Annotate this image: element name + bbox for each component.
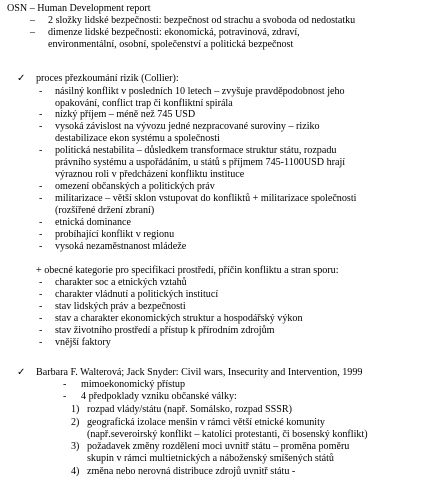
bullet-dash: - (39, 337, 43, 348)
category-item-5: stav životního prostředí a přístup k přírodním zdrojům (55, 325, 275, 336)
checkmark-icon: ✓ (17, 367, 26, 378)
bullet-dash: - (39, 86, 43, 97)
collier-bullet-7: etnická dominance (55, 217, 131, 228)
bullet-dash: - (39, 241, 43, 252)
category-item-1: charakter soc a etnických vztahů (55, 277, 187, 288)
collier-bullet-6-cont: (rozšířené držení zbraní) (55, 205, 155, 216)
osn-item-1: 2 složky lidské bezpečnosti: bezpečnost od strachu a svoboda od nedostatku (48, 15, 356, 26)
dash-marker: – (30, 27, 36, 38)
category-item-4: stav a charakter ekonomických struktur a hospodářský výkon (55, 313, 303, 324)
osn-item-2: dimenze lidské bezpečnosti: ekonomická, potravinová, zdraví, (48, 27, 300, 38)
bullet-dash: - (39, 217, 43, 228)
bullet-dash: - (39, 301, 43, 312)
category-item-6: vnější faktory (55, 337, 111, 348)
collier-bullet-4-cont: výraznou roli v předcházení konfliktu instituce (55, 169, 245, 180)
bullet-dash: - (39, 109, 43, 120)
collier-bullet-5: omezení občanských a politických práv (55, 181, 215, 192)
bullet-dash: - (39, 193, 43, 204)
walter-sub-1: mimoekonomický přístup (81, 379, 186, 390)
collier-bullet-3-cont: destabilizace ekon systému a společnosti (55, 133, 220, 144)
category-item-2: charakter vládnutí a politických institucí (55, 289, 219, 300)
collier-bullet-4-cont: právního systému a uspořádáním, u států s příjmem 745-1100USD hrají (55, 157, 346, 168)
categories-heading: + obecné kategorie pro specifikaci prostředí, příčin konfliktu a stran sporu: (36, 265, 339, 276)
walter-point-4: změna nebo nerovná distribuce zdrojů uvnitř státu - (87, 466, 296, 477)
list-number: 1) (71, 404, 80, 415)
bullet-dash: - (63, 379, 67, 390)
checkmark-icon: ✓ (17, 73, 26, 84)
bullet-dash: - (63, 391, 67, 402)
bullet-dash: - (39, 229, 43, 240)
walter-point-3-cont: skupin v rámci multietnických a náboženský smíšených států (87, 453, 334, 464)
list-number: 4) (71, 466, 80, 477)
osn-title: OSN – Human Development report (7, 3, 151, 14)
bullet-dash: - (39, 121, 43, 132)
bullet-dash: - (39, 289, 43, 300)
collier-bullet-9: vysoká nezaměstnanost mládeže (55, 241, 187, 252)
walter-point-2-cont: (např.severoirský konflikt – katolíci protestanti, či bosenský konflikt) (87, 429, 368, 440)
bullet-dash: - (39, 181, 43, 192)
walter-heading: Barbara F. Walterová; Jack Snyder: Civil wars, Insecurity and Intervention, 1999 (36, 367, 363, 378)
bullet-dash: - (39, 325, 43, 336)
collier-bullet-1-cont: opakování, conflict trap či konfliktní spirála (55, 98, 233, 109)
collier-bullet-3: vysoká závislost na vývozu jedné nezpracované suroviny – riziko (55, 121, 320, 132)
collier-heading: proces přezkoumání rizik (Collier): (36, 73, 179, 84)
collier-bullet-4: politická nestabilita – důsledkem transformace struktur státu, rozpadu (55, 145, 337, 156)
list-number: 2) (71, 417, 80, 428)
bullet-dash: - (39, 277, 43, 288)
walter-point-3: požadavek změny rozdělení moci uvnitř státu – proměna poměru (87, 441, 350, 452)
bullet-dash: - (39, 313, 43, 324)
walter-point-1: rozpad vlády/státu (např. Somálsko, rozpad SSSR) (87, 404, 292, 415)
bullet-dash: - (39, 145, 43, 156)
walter-sub-2: 4 předpoklady vzniku občanské války: (81, 391, 237, 402)
category-item-3: stav lidských práv a bezpečnosti (55, 301, 186, 312)
osn-item-2-cont: environmentální, osobní, společenství a politická bezpečnost (48, 39, 294, 50)
collier-bullet-6: militarizace – větší sklon vstupovat do konfliktů + militarizace společnosti (55, 193, 357, 204)
walter-point-2: geografická izolace menšin v rámci větší etnické komunity (87, 417, 325, 428)
collier-bullet-2: nízký příjem – méně než 745 USD (55, 109, 196, 120)
dash-marker: – (30, 15, 36, 26)
collier-bullet-1: násilný konflikt v posledních 10 letech – zvyšuje pravděpodobnost jeho (55, 86, 345, 97)
collier-bullet-8: probíhající konflikt v regionu (55, 229, 175, 240)
list-number: 3) (71, 441, 80, 452)
